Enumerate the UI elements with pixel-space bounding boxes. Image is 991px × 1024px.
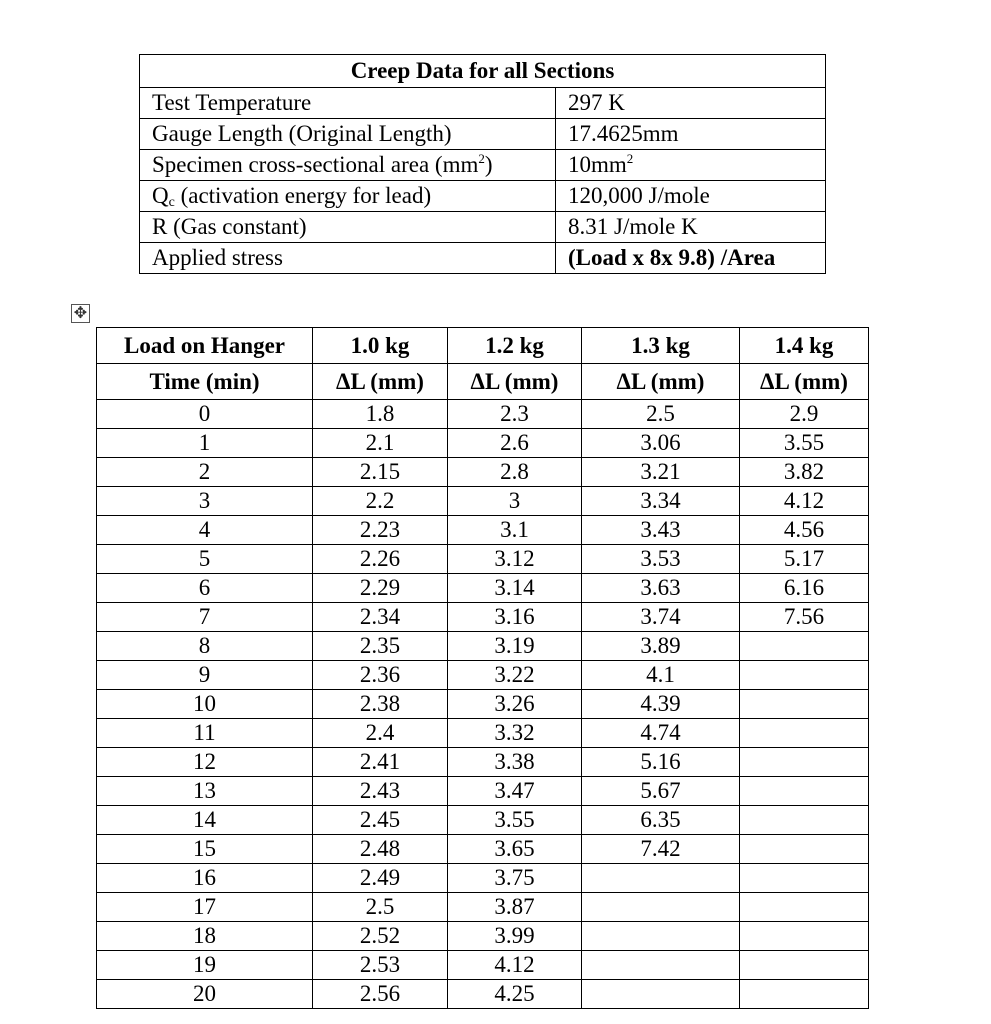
- time-cell: 5: [97, 545, 313, 574]
- delta-l-cell: 5.17: [740, 545, 869, 574]
- column-header: ΔL (mm): [313, 364, 448, 400]
- time-cell: 7: [97, 603, 313, 632]
- delta-l-cell: 3.89: [582, 632, 740, 661]
- delta-l-cell: 2.3: [448, 400, 582, 429]
- delta-l-cell: [740, 893, 869, 922]
- column-header: Time (min): [97, 364, 313, 400]
- delta-l-cell: 2.48: [313, 835, 448, 864]
- delta-l-cell: [582, 864, 740, 893]
- delta-l-cell: [740, 951, 869, 980]
- table-row: [97, 980, 869, 1009]
- time-cell: 14: [97, 806, 313, 835]
- delta-l-cell: 2.23: [313, 516, 448, 545]
- table-row: [97, 429, 869, 458]
- column-header: 1.3 kg: [582, 328, 740, 364]
- delta-l-cell: 7.56: [740, 603, 869, 632]
- summary-row: [140, 88, 826, 119]
- delta-l-cell: 5.67: [582, 777, 740, 806]
- delta-l-cell: 4.25: [448, 980, 582, 1009]
- time-cell: 11: [97, 719, 313, 748]
- delta-l-cell: 3.65: [448, 835, 582, 864]
- table-row: [97, 922, 869, 951]
- delta-l-cell: 3.53: [582, 545, 740, 574]
- delta-l-cell: 3.34: [582, 487, 740, 516]
- delta-l-cell: 2.34: [313, 603, 448, 632]
- table-row: [97, 458, 869, 487]
- delta-l-cell: 4.56: [740, 516, 869, 545]
- summary-label: Test Temperature: [140, 88, 556, 119]
- summary-label: $Q_c$ (activation energy for lead): [140, 181, 556, 212]
- delta-l-cell: 4.74: [582, 719, 740, 748]
- delta-l-cell: 1.8: [313, 400, 448, 429]
- delta-l-cell: 4.12: [740, 487, 869, 516]
- delta-l-cell: 2.41: [313, 748, 448, 777]
- time-cell: 13: [97, 777, 313, 806]
- delta-l-cell: 3.19: [448, 632, 582, 661]
- delta-l-cell: 2.29: [313, 574, 448, 603]
- move-icon[interactable]: ✥: [71, 304, 90, 323]
- summary-label: R (Gas constant): [140, 212, 556, 243]
- table-row: [97, 400, 869, 429]
- time-cell: 20: [97, 980, 313, 1009]
- creep-summary-table: [139, 54, 826, 274]
- delta-l-cell: 2.35: [313, 632, 448, 661]
- summary-label: Applied stress: [140, 243, 556, 274]
- delta-l-cell: 3.87: [448, 893, 582, 922]
- delta-l-cell: 5.16: [582, 748, 740, 777]
- delta-l-cell: 3.82: [740, 458, 869, 487]
- time-cell: 8: [97, 632, 313, 661]
- delta-l-cell: 3.21: [582, 458, 740, 487]
- delta-l-cell: [740, 777, 869, 806]
- summary-value: 17.4625mm: [556, 119, 826, 150]
- table-row: [97, 545, 869, 574]
- header-row-load: [97, 328, 869, 364]
- delta-l-cell: 2.6: [448, 429, 582, 458]
- delta-l-cell: [582, 980, 740, 1009]
- table-row: [97, 864, 869, 893]
- delta-l-cell: 2.26: [313, 545, 448, 574]
- delta-l-cell: 3.47: [448, 777, 582, 806]
- summary-row: [140, 212, 826, 243]
- summary-row: [140, 181, 826, 212]
- summary-row: [140, 150, 826, 181]
- delta-l-cell: [740, 980, 869, 1009]
- delta-l-cell: 3.1: [448, 516, 582, 545]
- time-cell: 19: [97, 951, 313, 980]
- delta-l-cell: 2.1: [313, 429, 448, 458]
- delta-l-cell: 3.99: [448, 922, 582, 951]
- delta-l-cell: 2.49: [313, 864, 448, 893]
- delta-l-cell: 2.15: [313, 458, 448, 487]
- summary-value: (Load x 8x 9.8) /Area: [556, 243, 826, 274]
- time-cell: 6: [97, 574, 313, 603]
- delta-l-cell: 3.75: [448, 864, 582, 893]
- table-row: [97, 603, 869, 632]
- delta-l-cell: 3.43: [582, 516, 740, 545]
- table-row: [97, 516, 869, 545]
- time-cell: 0: [97, 400, 313, 429]
- delta-l-cell: 3.55: [740, 429, 869, 458]
- column-header: 1.2 kg: [448, 328, 582, 364]
- time-cell: 16: [97, 864, 313, 893]
- time-cell: 9: [97, 661, 313, 690]
- delta-l-cell: 3.63: [582, 574, 740, 603]
- summary-title-row: [140, 55, 826, 88]
- delta-l-cell: 3.55: [448, 806, 582, 835]
- delta-l-cell: 2.5: [582, 400, 740, 429]
- delta-l-cell: 3.32: [448, 719, 582, 748]
- delta-l-cell: [740, 632, 869, 661]
- time-cell: 2: [97, 458, 313, 487]
- table-row: [97, 951, 869, 980]
- delta-l-cell: [582, 951, 740, 980]
- delta-l-cell: 2.56: [313, 980, 448, 1009]
- delta-l-cell: 6.16: [740, 574, 869, 603]
- time-cell: 4: [97, 516, 313, 545]
- delta-l-cell: [740, 748, 869, 777]
- delta-l-cell: [740, 864, 869, 893]
- delta-l-cell: 3.16: [448, 603, 582, 632]
- delta-l-cell: [582, 893, 740, 922]
- table-row: [97, 893, 869, 922]
- summary-row: [140, 119, 826, 150]
- table-row: [97, 487, 869, 516]
- delta-l-cell: 3.12: [448, 545, 582, 574]
- delta-l-cell: 2.2: [313, 487, 448, 516]
- time-cell: 18: [97, 922, 313, 951]
- time-cell: 3: [97, 487, 313, 516]
- delta-l-cell: 2.5: [313, 893, 448, 922]
- delta-l-cell: 2.9: [740, 400, 869, 429]
- time-cell: 15: [97, 835, 313, 864]
- delta-l-cell: 2.53: [313, 951, 448, 980]
- summary-value: 120,000 J/mole: [556, 181, 826, 212]
- delta-l-cell: 3.26: [448, 690, 582, 719]
- delta-l-cell: 2.43: [313, 777, 448, 806]
- column-header: 1.4 kg: [740, 328, 869, 364]
- summary-title: Creep Data for all Sections: [140, 55, 826, 88]
- summary-value: 297 K: [556, 88, 826, 119]
- time-cell: 1: [97, 429, 313, 458]
- table-row: [97, 661, 869, 690]
- delta-l-cell: 4.12: [448, 951, 582, 980]
- table-row: [97, 748, 869, 777]
- table-row: [97, 690, 869, 719]
- delta-l-cell: 2.36: [313, 661, 448, 690]
- header-row-units: [97, 364, 869, 400]
- summary-label: Specimen cross-sectional area $(mm^2)$: [140, 150, 556, 181]
- delta-l-cell: 7.42: [582, 835, 740, 864]
- delta-l-cell: 3.74: [582, 603, 740, 632]
- delta-l-cell: [740, 806, 869, 835]
- delta-l-cell: 3.22: [448, 661, 582, 690]
- creep-data-table: [96, 327, 869, 1009]
- delta-l-cell: [582, 922, 740, 951]
- summary-row: [140, 243, 826, 274]
- delta-l-cell: [740, 690, 869, 719]
- time-cell: 12: [97, 748, 313, 777]
- delta-l-cell: [740, 922, 869, 951]
- table-row: [97, 632, 869, 661]
- summary-value: 8.31 J/mole K: [556, 212, 826, 243]
- delta-l-cell: 4.1: [582, 661, 740, 690]
- column-header: ΔL (mm): [448, 364, 582, 400]
- delta-l-cell: 3.38: [448, 748, 582, 777]
- delta-l-cell: 3: [448, 487, 582, 516]
- delta-l-cell: [740, 835, 869, 864]
- delta-l-cell: 2.4: [313, 719, 448, 748]
- time-cell: 17: [97, 893, 313, 922]
- delta-l-cell: 2.52: [313, 922, 448, 951]
- delta-l-cell: 6.35: [582, 806, 740, 835]
- delta-l-cell: 2.38: [313, 690, 448, 719]
- column-header: Load on Hanger: [97, 328, 313, 364]
- delta-l-cell: 3.06: [582, 429, 740, 458]
- delta-l-cell: [740, 719, 869, 748]
- delta-l-cell: 2.8: [448, 458, 582, 487]
- summary-label: Gauge Length (Original Length): [140, 119, 556, 150]
- column-header: 1.0 kg: [313, 328, 448, 364]
- delta-l-cell: 4.39: [582, 690, 740, 719]
- table-row: [97, 719, 869, 748]
- table-row: [97, 835, 869, 864]
- table-row: [97, 574, 869, 603]
- delta-l-cell: 3.14: [448, 574, 582, 603]
- summary-value: $10mm^2$: [556, 150, 826, 181]
- column-header: ΔL (mm): [740, 364, 869, 400]
- delta-l-cell: [740, 661, 869, 690]
- column-header: ΔL (mm): [582, 364, 740, 400]
- time-cell: 10: [97, 690, 313, 719]
- delta-l-cell: 2.45: [313, 806, 448, 835]
- table-row: [97, 777, 869, 806]
- table-row: [97, 806, 869, 835]
